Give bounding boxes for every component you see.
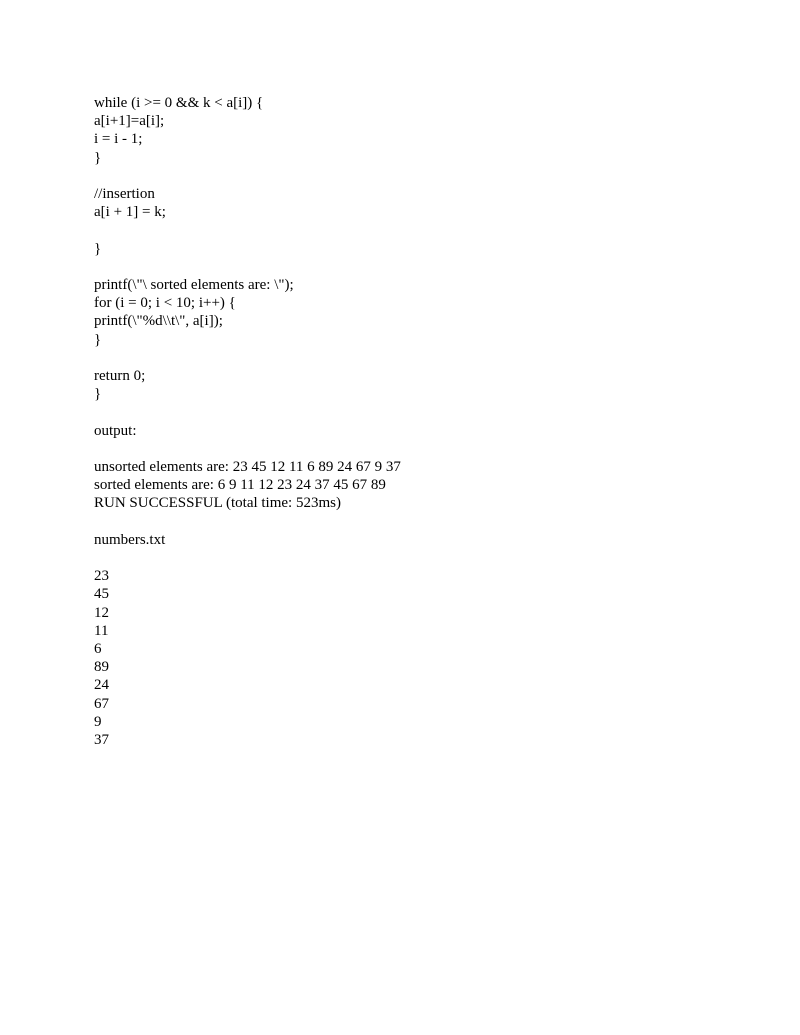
code-line: } (94, 331, 102, 348)
code-line: a[i + 1] = k; (94, 204, 166, 221)
code-line: while (i >= 0 && k < a[i]) { (94, 95, 264, 111)
output-line: sorted elements are: 6 9 11 12 23 24 37 45 67 89 (94, 477, 386, 494)
code-line: } (94, 149, 102, 166)
number-value: 24 (94, 677, 109, 694)
number-value: 23 (94, 568, 109, 585)
spacer (94, 403, 734, 421)
output-heading: output: (94, 422, 137, 439)
code-line: printf(\"%d\\t\", a[i]); (94, 313, 223, 330)
code-line: //insertion (94, 186, 155, 202)
output-block (94, 458, 734, 513)
spacer (94, 513, 734, 531)
number-value: 89 (94, 659, 109, 676)
numbers-list (94, 567, 734, 749)
output-line: unsorted elements are: 23 45 12 11 6 89 24 67 9 37 (94, 458, 401, 475)
number-value: 12 (94, 604, 109, 621)
code-line: return 0; (94, 367, 146, 384)
number-value: 11 (94, 622, 109, 639)
code-line: for (i = 0; i < 10; i++) { (94, 295, 236, 312)
number-value: 45 (94, 586, 109, 603)
number-value: 37 (94, 731, 109, 748)
document-content (94, 94, 734, 749)
spacer (94, 440, 734, 458)
spacer (94, 549, 734, 567)
code-line: } (94, 386, 102, 403)
numbers-file-name: numbers.txt (94, 531, 166, 548)
code-line: } (94, 240, 102, 257)
code-line (94, 221, 734, 239)
number-value: 67 (94, 695, 109, 712)
code-line (94, 258, 734, 276)
number-value: 9 (94, 713, 102, 730)
code-line (94, 167, 734, 185)
output-line: RUN SUCCESSFUL (total time: 523ms) (94, 495, 341, 512)
code-line: a[i+1]=a[i]; (94, 113, 165, 130)
code-line: i = i - 1; (94, 131, 143, 148)
number-value: 6 (94, 640, 102, 657)
code-line (94, 349, 734, 367)
code-block (94, 94, 734, 403)
code-line: printf(\"\ sorted elements are: \"); (94, 276, 294, 293)
